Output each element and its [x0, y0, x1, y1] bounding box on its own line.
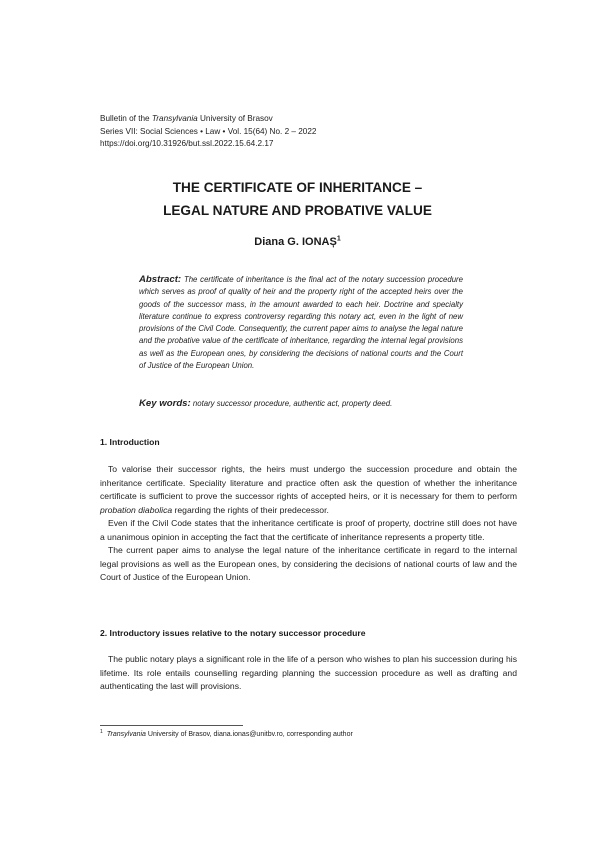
- keywords: [139, 398, 463, 410]
- paragraph: The current paper aims to analyse the legal nature of the inheritance certificate in regard to the internal legal provisions as well as the European ones, by considering the decisions of national courts of law and the Court of Justice of the European Union.: [100, 545, 517, 582]
- section-1-body: [100, 463, 517, 585]
- footnote: $^1$ Transylvania University of Brasov, diana.ionas@unitbv.ro, corresponding author: [100, 728, 353, 738]
- author: [0, 236, 595, 248]
- footnote-mark: 1: [100, 728, 103, 735]
- title-line-2: LEGAL NATURE AND PROBATIVE VALUE: [163, 203, 432, 218]
- keywords-text: notary successor procedure, authentic act, property deed.: [192, 399, 393, 408]
- author-footnote-mark[interactable]: 1: [336, 235, 341, 243]
- journal-header: [100, 113, 316, 151]
- journal-name: Bulletin of the Transylvania University of Brasov: [100, 114, 273, 123]
- keywords-label: Key words:: [139, 398, 191, 409]
- abstract-text: The certificate of inheritance is the final act of the notary succession procedure which serves as proof of quality of heir and the property right of the accepted heirs over the goods of the successor mass, in the amount awarded to each heir. Doctrine and specialty literature continue to express controversy regarding this notary act, even in the light of new provisions of the Civil Code. Consequently, the current paper aims to analyse the legal nature and the probative value of the certificate of inheritance, regarding the internal legal provisions as well as the European ones, by considering the decisions of national courts and the Court of Justice of the European Union.: [139, 275, 463, 371]
- footnote-text: University of Brasov, diana.ionas@unitbv.ro, corresponding author: [145, 731, 353, 738]
- abstract: [139, 274, 463, 372]
- footnote-divider: [100, 725, 243, 726]
- paragraph: Even if the Civil Code states that the inheritance certificate is proof of property, doctrine still does not have a unanimous opinion in accepting the fact that the certificate of inheritance represents a property title.: [100, 518, 517, 542]
- title-line-1: THE CERTIFICATE OF INHERITANCE –: [172, 180, 423, 195]
- paragraph: The public notary plays a significant role in the life of a person who wishes to plan his succession during his lifetime. Its role entails counselling regarding planning the succession procedure as well as drafting and authenticating the last will provisions.: [100, 654, 517, 691]
- journal-series: Series VII: Social Sciences • Law • Vol. 15(64) No. 2 – 2022: [100, 126, 317, 136]
- abstract-label: Abstract:: [139, 274, 182, 285]
- section-2-heading: 2. Introductory issues relative to the notary successor procedure: [100, 628, 366, 638]
- section-1-heading: 1. Introduction: [100, 437, 160, 447]
- doi-link[interactable]: https://doi.org/10.31926/but.ssl.2022.15.64.2.17: [100, 139, 274, 148]
- paragraph: To valorise their successor rights, the heirs must undergo the succession procedure and obtain the inheritance certificate. Speciality literature and practice often ask the question of whether the inheritance certificate is sufficient to prove the successor rights of accepted heirs, or it is necessary for them to perform probation diabolica regarding the rights of their predecessor.: [100, 464, 517, 515]
- paper-title: [0, 176, 595, 222]
- author-name: Diana G. IONAȘ: [254, 236, 337, 248]
- section-2-body: [100, 653, 517, 694]
